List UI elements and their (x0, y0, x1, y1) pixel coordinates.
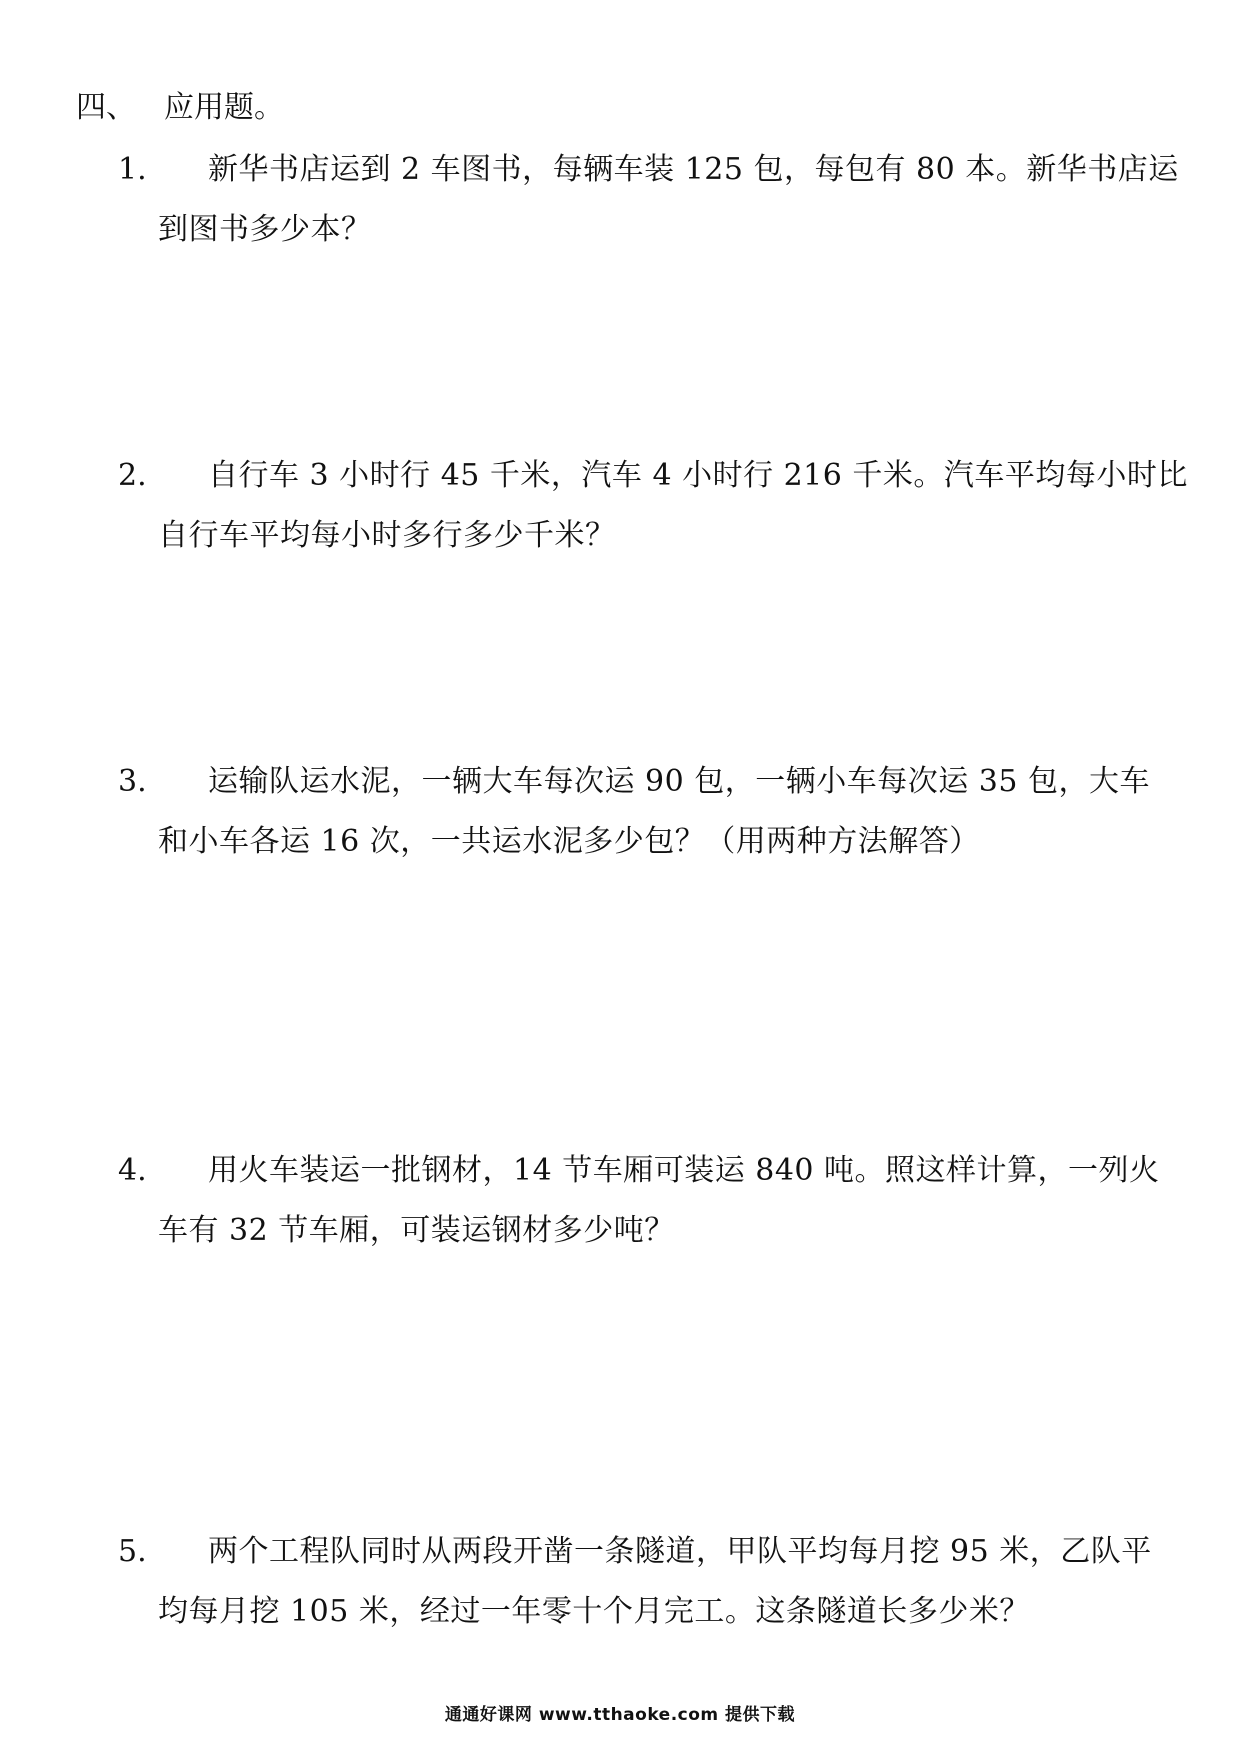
question-3 (118, 752, 1178, 872)
section-number: 四、 (76, 90, 136, 125)
section-heading (76, 88, 284, 128)
question-2 (118, 446, 1188, 566)
section-title: 应用题。 (164, 90, 284, 125)
question-text-line1: 两个工程队同时从两段开凿一条隧道，甲队平均每月挖 95 米，乙队平 (208, 1534, 1152, 1569)
question-text-line2: 自行车平均每小时多行多少千米？ (158, 518, 616, 553)
question-text-line1: 自行车 3 小时行 45 千米，汽车 4 小时行 216 千米。汽车平均每小时比 (208, 458, 1188, 493)
question-text-line2: 到图书多少本？ (158, 212, 372, 247)
question-text-line1: 新华书店运到 2 车图书，每辆车装 125 包，每包有 80 本。新华书店运 (208, 152, 1179, 187)
question-text-line1: 运输队运水泥，一辆大车每次运 90 包，一辆小车每次运 35 包，大车 (208, 764, 1150, 799)
question-number: 1. (118, 152, 147, 187)
footer-text: 通通好课网 www.tthaoke.com 提供下载 (444, 1705, 796, 1725)
question-number: 3. (118, 764, 147, 799)
question-text-line2: 和小车各运 16 次，一共运水泥多少包？（用两种方法解答） (158, 824, 980, 859)
question-text-line2: 均每月挖 105 米，经过一年零十个月完工。这条隧道长多少米？ (158, 1594, 1030, 1629)
question-4 (118, 1141, 1178, 1261)
question-number: 5. (118, 1534, 147, 1569)
question-5 (118, 1522, 1178, 1642)
question-1 (118, 140, 1178, 260)
question-number: 4. (118, 1153, 147, 1188)
question-text-line1: 用火车装运一批钢材，14 节车厢可装运 840 吨。照这样计算，一列火 (208, 1153, 1160, 1188)
question-text-line2: 车有 32 节车厢，可装运钢材多少吨？ (158, 1213, 675, 1248)
question-number: 2. (118, 458, 147, 493)
